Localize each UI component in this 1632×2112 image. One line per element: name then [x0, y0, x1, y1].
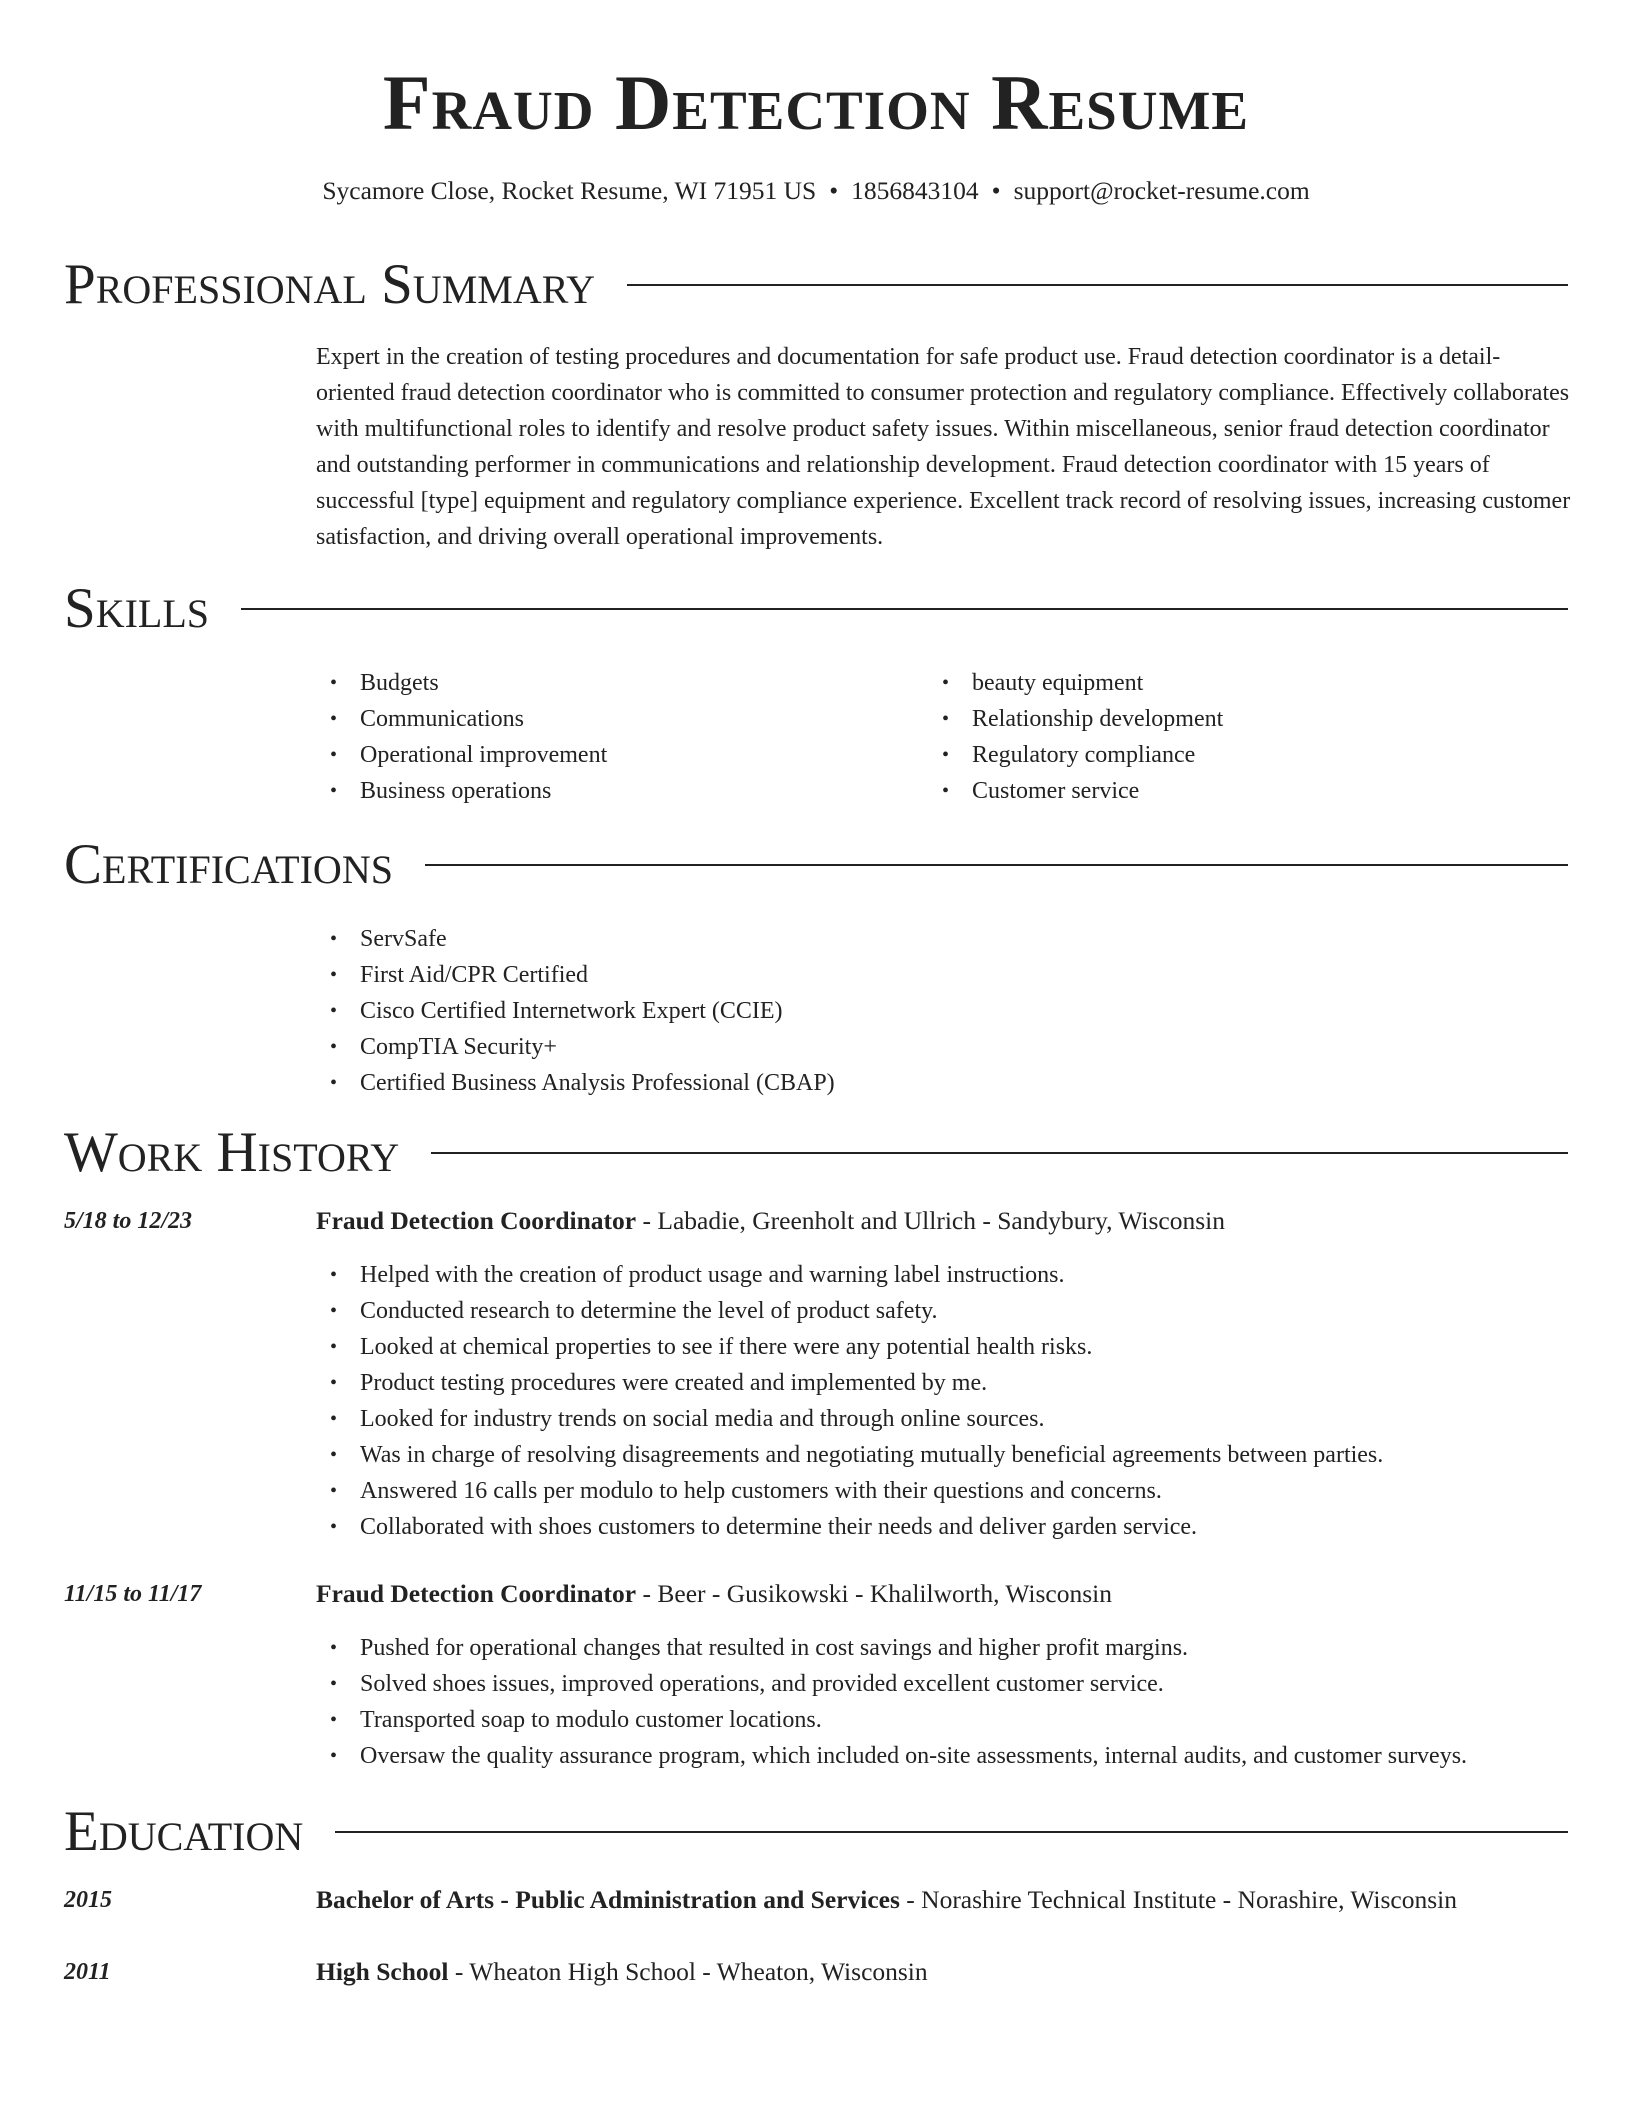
contact-separator: • — [991, 176, 1001, 205]
contact-line — [0, 174, 1632, 208]
skill-item: • Communications — [316, 701, 916, 737]
skill-item: • beauty equipment — [928, 665, 1528, 701]
skills-list-left — [316, 665, 916, 809]
section-header-certifications — [64, 830, 1568, 900]
certifications-list — [316, 921, 1316, 1101]
skill-item: • Regulatory compliance — [928, 737, 1528, 773]
section-divider — [425, 864, 1568, 866]
skill-item: • Customer service — [928, 773, 1528, 809]
skill-item: • Business operations — [316, 773, 916, 809]
section-header-work-history — [64, 1118, 1568, 1188]
education-school-location: - Wheaton High School - Wheaton, Wisconsin — [448, 1957, 928, 1986]
section-header-summary — [64, 250, 1568, 320]
education-degree: Bachelor of Arts - Public Administration and Services — [316, 1885, 900, 1914]
contact-email: support@rocket-resume.com — [1013, 176, 1310, 205]
section-title-work-history: Work History — [64, 1121, 400, 1184]
job-bullet: • Looked at chemical properties to see if there were any potential health risks. — [316, 1329, 1576, 1365]
job-bullet: • Product testing procedures were created and implemented by me. — [316, 1365, 1576, 1401]
contact-phone: 1856843104 — [851, 176, 979, 205]
resume-title: Fraud Detection Resume — [382, 59, 1250, 146]
job-bullet: • Transported soap to modulo customer locations. — [316, 1702, 1576, 1738]
section-divider — [335, 1831, 1568, 1833]
section-title-certifications: Certifications — [64, 833, 393, 896]
job-bullet: • Answered 16 calls per modulo to help customers with their questions and concerns. — [316, 1473, 1576, 1509]
skill-item: • Operational improvement — [316, 737, 916, 773]
job-dates: 11/15 to 11/17 — [64, 1581, 202, 1607]
section-title-skills: Skills — [64, 577, 210, 640]
certification-item: • First Aid/CPR Certified — [316, 957, 1316, 993]
education-year: 2011 — [64, 1959, 111, 1985]
job-bullet: • Pushed for operational changes that resulted in cost savings and higher profit margins. — [316, 1630, 1576, 1666]
job-bullets — [316, 1257, 1576, 1545]
skills-list-right — [928, 665, 1528, 809]
job-bullet: • Collaborated with shoes customers to determine their needs and deliver garden service. — [316, 1509, 1576, 1545]
job-dates: 5/18 to 12/23 — [64, 1208, 193, 1234]
section-title-education: Education — [64, 1800, 304, 1863]
job-bullet: • Looked for industry trends on social media and through online sources. — [316, 1401, 1576, 1437]
job-bullets — [316, 1630, 1576, 1774]
education-degree: High School — [316, 1957, 449, 1986]
contact-address: Sycamore Close, Rocket Resume, WI 71951 US — [322, 176, 817, 205]
job-bullet: • Helped with the creation of product usage and warning label instructions. — [316, 1257, 1576, 1293]
job-title: Fraud Detection Coordinator — [316, 1206, 637, 1235]
job-employer-location: - Labadie, Greenholt and Ullrich - Sandybury, Wisconsin — [636, 1206, 1225, 1235]
contact-separator: • — [829, 176, 839, 205]
job-bullet: • Oversaw the quality assurance program, which included on-site assessments, internal audits, and customer surveys. — [316, 1738, 1576, 1774]
job-bullet: • Solved shoes issues, improved operations, and provided excellent customer service. — [316, 1666, 1576, 1702]
skill-item: • Relationship development — [928, 701, 1528, 737]
certification-item: • Certified Business Analysis Professional (CBAP) — [316, 1065, 1316, 1101]
section-divider — [241, 608, 1568, 610]
job-title: Fraud Detection Coordinator — [316, 1579, 637, 1608]
section-divider — [431, 1152, 1568, 1154]
section-header-education — [64, 1797, 1568, 1867]
education-entry — [316, 1954, 928, 1990]
certification-item: • CompTIA Security+ — [316, 1029, 1316, 1065]
job-bullet: • Conducted research to determine the level of product safety. — [316, 1293, 1576, 1329]
section-header-skills — [64, 574, 1568, 644]
certification-item: • Cisco Certified Internetwork Expert (CCIE) — [316, 993, 1316, 1029]
certification-item: • ServSafe — [316, 921, 1316, 957]
education-year: 2015 — [64, 1887, 112, 1913]
section-title-summary: Professional Summary — [64, 253, 596, 316]
education-school-location: - Norashire Technical Institute - Norashire, Wisconsin — [899, 1885, 1457, 1914]
section-divider — [627, 284, 1568, 286]
summary-text: Expert in the creation of testing procedures and documentation for safe product use. Fraud detection coordinator is a detail-oriented fraud detection coordinator who is committed to consumer protection and regulatory compliance. Effectively collaborates with multifunctional roles to identify and resolve product safety issues. Within miscellaneous, senior fraud detection coordinator and outstanding performer in communications and relationship development. Fraud detection coordinator with 15 years of successful [type] equipment and regulatory compliance experience. Excellent track record of resolving issues, increasing customer satisfaction, and driving overall operational improvements. — [316, 344, 1571, 550]
job-employer-location: - Beer - Gusikowski - Khalilworth, Wisconsin — [636, 1579, 1112, 1608]
job-bullet: • Was in charge of resolving disagreements and negotiating mutually beneficial agreements between parties. — [316, 1437, 1576, 1473]
job-heading — [316, 1203, 1225, 1239]
skill-item: • Budgets — [316, 665, 916, 701]
education-entry — [316, 1882, 1457, 1918]
job-heading — [316, 1576, 1112, 1612]
